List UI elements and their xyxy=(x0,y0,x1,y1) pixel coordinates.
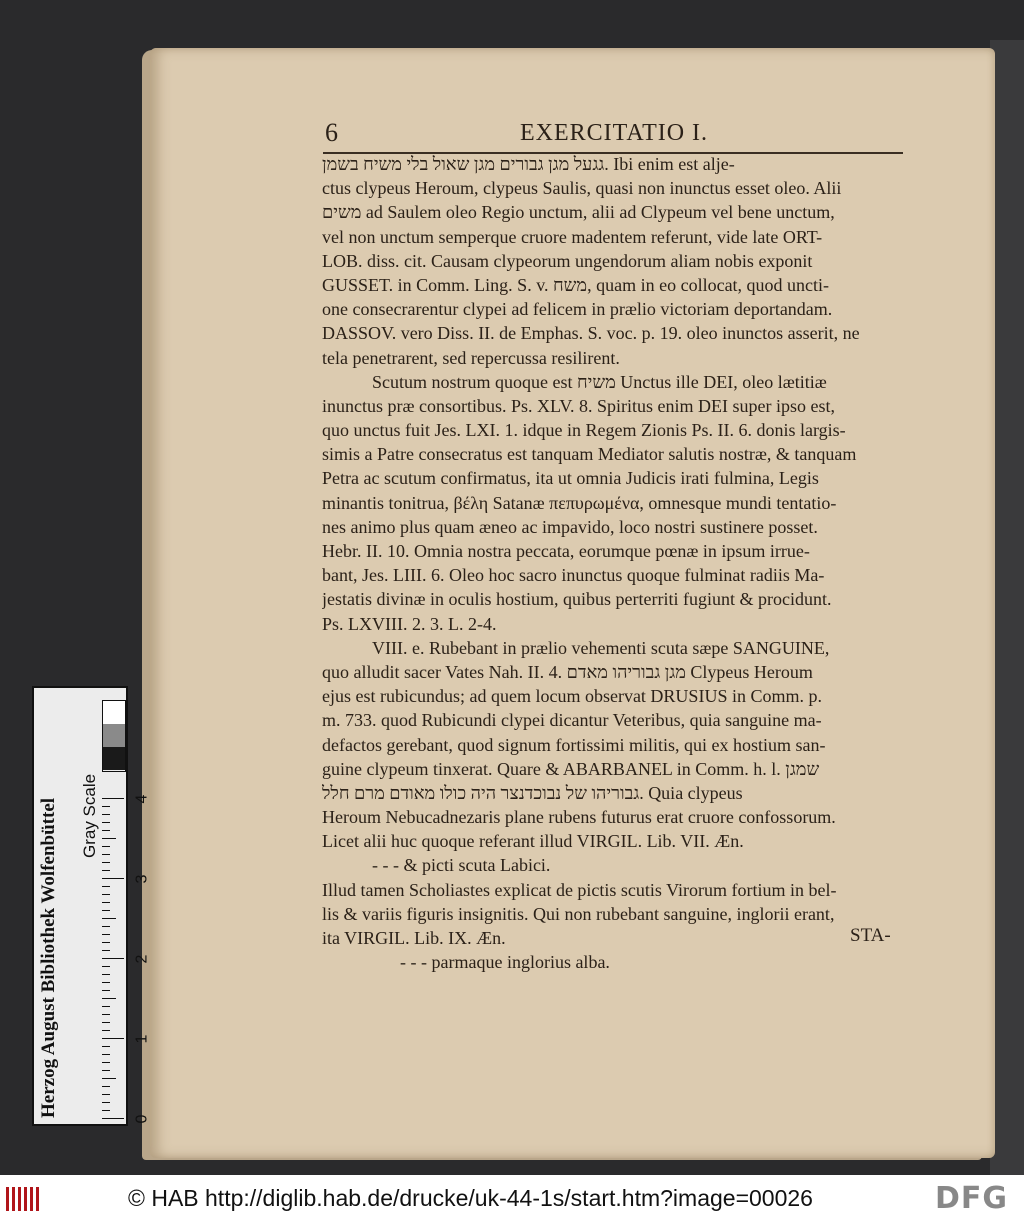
ruler-tick xyxy=(102,1006,110,1007)
ruler-number: 1 xyxy=(133,1034,151,1044)
text-line: nes animo plus quam æneo ac impavido, loco nostri sustinere posset. xyxy=(322,516,818,537)
ruler-tick xyxy=(102,798,124,799)
ruler-number: 2 xyxy=(133,954,151,964)
running-head xyxy=(325,118,905,152)
ruler-tick xyxy=(102,958,124,959)
ruler-tick xyxy=(102,950,110,951)
text-line: LOB. diss. cit. Causam clypeorum ungendorum aliam nobis exponit xyxy=(322,250,813,271)
text-line: Ps. LXVIII. 2. 3. L. 2-4. xyxy=(322,613,497,634)
text-line: vel non unctum semperque cruore madentem referunt, vide late ORT- xyxy=(322,226,823,247)
ruler-tick xyxy=(102,1022,110,1023)
text-line: גגעל מגן גבורים מגן שאול בלי משיח בשמן. Ibi enim est alje- xyxy=(322,154,735,174)
ruler-tick xyxy=(102,854,110,855)
text-line: DASSOV. vero Diss. II. de Emphas. S. voc. p. 19. oleo inunctos asserit, ne xyxy=(322,323,860,344)
ruler-tick xyxy=(102,998,116,999)
text-line: Hebr. II. 10. Omnia nostra peccata, eorumque pœnæ in ipsum irrue- xyxy=(322,541,810,561)
gray-swatch xyxy=(103,747,125,770)
ruler-tick xyxy=(102,1014,110,1015)
text-line: Scutum nostrum quoque est משיח Unctus ille DEI, oleo lætitiæ xyxy=(372,371,827,392)
ruler-tick xyxy=(102,1062,110,1063)
color-calibration-bar xyxy=(32,686,151,1126)
text-line: VIII. e. Rubebant in prælio vehementi scuta sæpe SANGUINE, xyxy=(372,637,830,658)
ruler-number: 3 xyxy=(133,874,151,884)
ruler-tick xyxy=(102,878,124,879)
ruler-tick xyxy=(102,838,116,839)
text-line: jestatis divinæ in oculis hostium, quibus perterriti fugiunt & procidunt. xyxy=(322,589,832,610)
text-line: ctus clypeus Heroum, clypeus Saulis, quasi non inunctus esset oleo. Alii xyxy=(322,178,842,199)
body-text xyxy=(322,152,912,974)
text-line: ita VIRGIL. Lib. IX. Æn. xyxy=(322,928,506,948)
ruler-tick xyxy=(102,814,110,815)
ruler-tick xyxy=(102,894,110,895)
ruler-tick xyxy=(102,990,110,991)
text-line: bant, Jes. LIII. 6. Oleo hoc sacro inunctus quoque fulminat radiis Ma- xyxy=(322,565,825,586)
ruler-tick xyxy=(102,1054,110,1055)
text-line: Heroum Nebucadnezaris plane rubens futurus erat cruore confossorum. xyxy=(322,807,836,828)
ruler-tick xyxy=(102,1046,110,1047)
ruler-tick xyxy=(102,1094,110,1095)
text-line: defactos gerebant, quod signum fortissimi militis, qui ex hostium san- xyxy=(322,734,826,755)
ruler-tick xyxy=(102,1070,110,1071)
ruler-tick xyxy=(102,806,110,807)
ruler-tick xyxy=(102,1118,124,1119)
verse-line: - - - parmaque inglorius alba. xyxy=(400,952,610,973)
cm-ruler xyxy=(102,788,151,1124)
text-line: guine clypeum tinxerat. Quare & ABARBANEL in Comm. h. l. שמגן xyxy=(322,758,820,779)
ruler-tick xyxy=(102,910,110,911)
text-line: משים ad Saulem oleo Regio unctum, alii ad Clypeum vel bene unctum, xyxy=(322,202,835,223)
text-line: Petra ac scutum confirmatus, ita ut omnia Judicis irati fulmina, Legis xyxy=(322,468,819,489)
viewer-footer xyxy=(0,1175,1024,1220)
text-line: גבוריהו של נבוכדנצר היה כולו מאודם מרם חלל. Quia clypeus xyxy=(322,782,743,803)
ruler-tick xyxy=(102,934,110,935)
scan-edge xyxy=(990,40,1024,1175)
ruler-tick xyxy=(102,974,110,975)
ruler-tick xyxy=(102,1086,110,1087)
ruler-tick xyxy=(102,1078,116,1079)
text-line: minantis tonitrua, βέλη Satanæ πεπυρωμένα, omnesque mundi tentatio- xyxy=(322,492,837,513)
page-number: 6 xyxy=(325,118,338,147)
ruler-tick xyxy=(102,1102,110,1103)
ruler-tick xyxy=(102,1110,110,1111)
text-line: GUSSET. in Comm. Ling. S. v. משח, quam in eo collocat, quod uncti- xyxy=(322,274,830,295)
ruler-tick xyxy=(102,966,110,967)
hab-logo xyxy=(6,1187,40,1211)
text-line: ejus est rubicundus; ad quem locum observat DRUSIUS in Comm. p. xyxy=(322,686,822,707)
catchword: STA- xyxy=(850,925,891,946)
ruler-tick xyxy=(102,918,116,919)
ruler-tick xyxy=(102,926,110,927)
text-line: simis a Patre consecratus est tanquam Mediator salutis nostræ, & tanquam xyxy=(322,444,857,465)
ruler-tick xyxy=(102,870,110,871)
text-line: Illud tamen Scholiastes explicat de pictis scutis Virorum fortium in bel- xyxy=(322,879,837,900)
ruler-tick xyxy=(102,942,110,943)
verse-line: - - - & picti scuta Labici. xyxy=(372,855,551,876)
gray-swatch xyxy=(103,701,125,724)
ruler-tick xyxy=(102,1030,110,1031)
text-line: lis & variis figuris insignitis. Qui non rubebant sanguine, inglorii erant, xyxy=(322,903,835,924)
copyright-url[interactable]: © HAB http://diglib.hab.de/drucke/uk-44-1s/start.htm?image=00026 xyxy=(128,1185,813,1211)
text-line: one consecrarentur clypei ad felicem in prælio victoriam deportandam. xyxy=(322,299,833,320)
text-line: inunctus præ consortibus. Ps. XLV. 8. Spiritus enim DEI super ipso est, xyxy=(322,395,836,416)
text-line: quo unctus fuit Jes. LXI. 1. idque in Regem Zionis Ps. II. 6. donis largis- xyxy=(322,420,846,441)
ruler-tick xyxy=(102,902,110,903)
dfg-logo: DFG xyxy=(935,1181,1009,1216)
text-line: Licet alii huc quoque referant illud VIRGIL. Lib. VII. Æn. xyxy=(322,831,744,852)
ruler-tick xyxy=(102,862,110,863)
gray-scale-label: Gray Scale xyxy=(80,773,99,858)
gray-swatch xyxy=(103,724,125,747)
gray-swatches xyxy=(102,700,126,772)
ruler-tick xyxy=(102,1038,124,1039)
text-line: quo alludit sacer Vates Nah. II. 4. מגן גבוריהו מאדם Clypeus Heroum xyxy=(322,661,813,682)
text-line: m. 733. quod Rubicundi clypei dicantur Veteribus, quia sanguine ma- xyxy=(322,710,822,731)
ruler-tick xyxy=(102,846,110,847)
ruler-tick xyxy=(102,822,110,823)
ruler-tick xyxy=(102,886,110,887)
ruler-number: 0 xyxy=(133,1114,151,1124)
ruler-tick xyxy=(102,982,110,983)
header-title: EXERCITATIO I. xyxy=(520,120,709,146)
ruler-number: 4 xyxy=(133,794,151,804)
ruler-tick xyxy=(102,830,110,831)
institution-label: Herzog August Bibliothek Wolfenbüttel xyxy=(38,797,59,1118)
text-line: tela penetrarent, sed repercussa resilirent. xyxy=(322,347,620,368)
